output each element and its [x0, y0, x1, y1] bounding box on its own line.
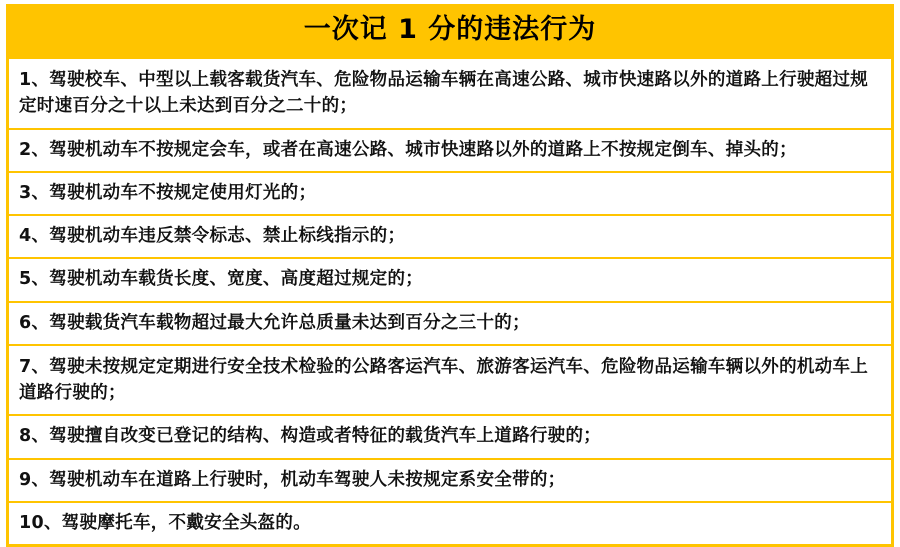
table-header	[9, 7, 891, 57]
table-row: 2、驾驶机动车不按规定会车，或者在高速公路、城市快速路以外的道路上不按规定倒车、掉头的；	[9, 128, 891, 171]
page-title: 一次记 1 分的违法行为	[303, 14, 597, 45]
table-row: 3、驾驶机动车不按规定使用灯光的；	[9, 171, 891, 214]
table-row: 1、驾驶校车、中型以上载客载货汽车、危险物品运输车辆在高速公路、城市快速路以外的道路上行驶超过规定时速百分之十以上未达到百分之二十的；	[9, 57, 891, 128]
table-row: 7、驾驶未按规定定期进行安全技术检验的公路客运汽车、旅游客运汽车、危险物品运输车辆以外的机动车上道路行驶的；	[9, 344, 891, 415]
table-row: 10、驾驶摩托车，不戴安全头盔的。	[9, 501, 891, 544]
table-row: 6、驾驶载货汽车载物超过最大允许总质量未达到百分之三十的；	[9, 301, 891, 344]
table-row: 9、驾驶机动车在道路上行驶时，机动车驾驶人未按规定系安全带的；	[9, 458, 891, 501]
table-row: 5、驾驶机动车载货长度、宽度、高度超过规定的；	[9, 257, 891, 300]
table-row: 8、驾驶擅自改变已登记的结构、构造或者特征的载货汽车上道路行驶的；	[9, 414, 891, 457]
violation-table	[6, 4, 894, 547]
table-row: 4、驾驶机动车违反禁令标志、禁止标线指示的；	[9, 214, 891, 257]
